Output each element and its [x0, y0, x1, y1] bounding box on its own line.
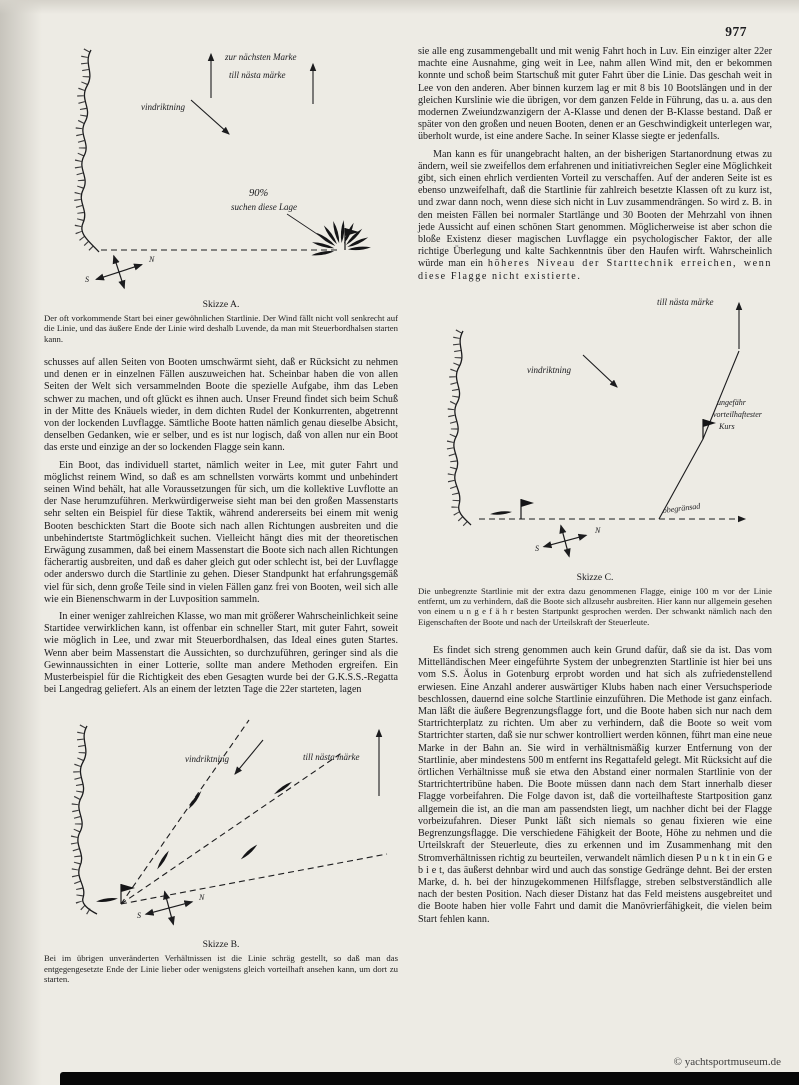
- paragraph: [418, 144, 772, 283]
- compass-south-label: S: [85, 275, 89, 284]
- paragraph: Es findet sich streng genommen auch kein Grund dafür, daß sie da ist. Das vom Mittelländischen Meer eingeführte System der unbegrenzten Startlinie ist hier bei uns vom S.S. Äolus in Gotenburg erprobt worden und hat sich als zufriedenstellend erwiesen. Eine Anzahl anderer auswärtiger Klubs haben nach einer Versuchsperiode beschlossen, dauernd eine solche Startlinie einzuführen. Die Methode ist ganz einfach. Man läßt die äußere Begrenzungsflagge fort, und die Boote haben sich nur nach dem Startrichterplatz zu richten. Um aber zu verhindern, daß die Boote so weit vom Startrichter starten, daß sie nur schwer kontrolliert werden können, führt man eine neue Marke in der Bahn an. Sie wird in verhältnismäßig kurzer Entfernung von der Startlinie, aber mindestens 500 m entfernt ins Regattafeld gelegt. Mit Rücksicht auf die örtlichen Verhältnisse muß sie etwa den Abstand einer normalen Startlinie von der Startrichtertribüne haben. Die Boote müssen dann nach dem Start innerhalb dieser Flagge vorbeifahren. Die Folge davon ist, daß die vorteilhafteste Startposition ganz allgemein die ist, an die man am passendsten liegt, um nachher dicht bei der Flagge vorbeizufahren. Dieser Punkt läßt sich niemals so genau fixieren wie eine Begrenzungsflagge. Die verschiedene Fähigkeit der Boote, Höhe zu nehmen und die Urteilskraft der Steuerleute, dies zu erkennen und im Zusammenhang mit den Stromverhältnissen richtig zu beurteilen, verwandelt nämlich diesen P u n k t in ein G e b i e t, das äußerst dehnbar wird und auch das sonstige Gedränge dehnt. Bei der ersten Marke, d. h. bei der hinzugekommenen Hilfsflagge, streben selbstverständlich alle nach der besten Position. Nach dieser Distanz hat das Feld meistens ausgebreitet und die Boote haben hier volle Fahrt und damit die Manövrierfähigkeit, die vielen beim Start fehlen kann.: [418, 645, 772, 925]
- compass-rose: [91, 248, 147, 295]
- sketch-c-drawing: [419, 291, 771, 569]
- paragraph: Ein Boot, das individuell startet, nämlich weiter in Lee, mit guter Fahrt und möglichst reinem Wind, so daß es am schnellsten vorwärts kommt und unbehindert seinen Wind behält, hat alle Voraussetzungen für sich, um die kollektive Luvflotte an der Nase herumzuführen. Merkwürdigerweise sieht man bei den großen Massenstarts sehr selten ein Beispiel für diese Taktik, während andererseits bei einem mit wenig Booten beschickten Start die Boote sich nach allen Richtungen ausbreiten und die unbehindertste Startmöglichkeit suchen. Vielleicht hängt dies mit der theoretischen Erwägung zusammen, daß bei einem Massenstart die Boote sich nach allen Richtungen fächerartig ausbreiten, und daß es daher gleich gut oder schlecht ist, bei der Luvflagge oder anderswo durch die Startlinie zu gehen. Dieser Standpunkt hat erfahrungsgemäß viel für sich, denn große Teile sind in vielen Fällen ganz frei von Booten, weil sich alle wie ein Bienenschwarm in der Luvposition sammeln.: [44, 459, 398, 605]
- label-wind-direction: vindriktning: [141, 102, 185, 112]
- compass-north-label: N: [199, 893, 205, 903]
- paragraph: In einer weniger zahlreichen Klasse, wo man mit größerer Wahrscheinlichkeit seine Startidee verwirklichen kann, ist offenbar ein schneller Start, mit guter Fahrt, soweit wie möglich in Lee, und zwar mit Steuerbordhalsen, das Ideal eines guten Startes. Wenn aber beim Massenstart die Aussichten, so durchzuführen, geringer sind als die Gewinnaussichten in einer Lotterie, sollte man andere Methoden ergreifen. Ein Musterbeispiel für die Richtigkeit des eben Gesagten wurde bei der G.K.S.S.-Regatta bei Langedrag geliefert. Als an einem der letzten Tage die 22er starteten, lagen: [44, 610, 398, 696]
- sketch-a-drawing: [45, 46, 397, 296]
- scan-edge-bar: [60, 1072, 799, 1085]
- course-flag-icon: [703, 419, 716, 439]
- label-course-3: Kurs: [719, 421, 735, 431]
- paragraph-text: Man kann es für unangebracht halten, an der bisherigen Startanordnung etwas zu ändern, weil sie zweifellos dem erfahrenen und initiativreichen Segler eine Möglichkeit gibt, sich einen ehrlich verdienten Vorteil zu verschaffen. Auf der anderen Seite ist es ebenso unzweifelhaft, daß die Startlinie für zahlreich besetzte Klassen oft zu kurz ist, und zwar dann noch, wenn diese sich nicht in Luv zusammendrängen. So wird z. B. in den meisten Fällen bei normaler Startlänge und 30 Booten der Mehrzahl von ihnen jede Aussicht auf einen schönen Start genommen. Möglicherweise ist aber schon die bloße Existenz dieser magischen Luvflagge ein psychologischer Faktor, der alle richtige Überlegung und kalte Sachkenntnis über den Haufen wirft. Wahrscheinlich würde man ein: [418, 148, 772, 270]
- label-next-mark-sv: till nästa märke: [303, 752, 360, 763]
- label-next-mark-sv: till nästa märke: [657, 296, 714, 307]
- paragraph: sie alle eng zusammengeballt und mit wenig Fahrt hoch in Luv. Ein einziger alter 22er machte eine Ausnahme, ging weit in Lee, nahm allen Wind mit, den er bekommen konnte und schoß beim Startschuß mit guter Fahrt über die Linie. Das geschah weit in Lee von den anderen. Aber binnen kurzem lag er mit 8 bis 10 Bootslängen und in der gleichen Kurslinie wie die übrigen, vor dem ganzen Felde in Führung, das u. a. aus den modernen Zweiundzwanzigern der A-Klasse und denen der B-Klasse bestand. Daß er später von den großen und neuen Booten, denen er an Geschwindigkeit unterlegen war, überholt wurde, ist eine andere Sache. In seiner Klasse siegte er jedenfalls.: [418, 46, 772, 143]
- coastline: [450, 331, 471, 525]
- compass-rose: [540, 520, 591, 562]
- letterspaced-text: höheres Niveau der Starttechnik erreichen, wenn diese Flagge nicht existierte.: [418, 258, 772, 282]
- left-column: [44, 46, 398, 984]
- compass-south-label: S: [137, 911, 141, 921]
- label-next-mark-sv: till nästa märke: [229, 70, 286, 80]
- coastline: [74, 726, 97, 914]
- start-flag-icon: [521, 499, 534, 519]
- wind-direction-arrow: [191, 100, 229, 134]
- sketch-c-caption: Die unbegrenzte Startlinie mit der extra dazu genommenen Flagge, einige 100 m vor der Linie entfernt, um zu verhindern, daß die Boote sich allzusehr ausbreiten. Hier kann nur allgemein gesehen von einem u n g e f ä h r besten Startpunkt gesprochen werden. Der schwankt nämlich nach den Eigenschaften der Boote und nach der Urteilskraft der Steuerleute.: [418, 585, 772, 627]
- course-line: [659, 351, 739, 519]
- label-wind-direction: vindriktning: [527, 364, 571, 375]
- boat: [490, 510, 512, 515]
- sketch-b-title: Skizze B.: [202, 939, 240, 951]
- compass-north-label: N: [149, 255, 155, 264]
- sketch-a-caption: Der oft vorkommende Start bei einer gewöhnlichen Startlinie. Der Wind fällt nicht voll senkrecht auf die Linie, und das äußere Ende der Linie wird deshalb Luvende, da man mit Steuerbordhalsen starten kann.: [44, 313, 398, 344]
- wind-direction-arrow: [583, 355, 617, 387]
- coastline: [77, 50, 99, 252]
- slanted-start-lines: [121, 720, 387, 904]
- watermark: © yachtsportmuseum.de: [673, 1056, 781, 1068]
- compass-south-label: S: [535, 543, 539, 553]
- compass-north-label: N: [595, 525, 601, 535]
- sketch-a-title: Skizze A.: [202, 299, 240, 310]
- paragraph: schusses auf allen Seiten von Booten umschwärmt sieht, daß er Rücksicht zu nehmen und denen er in einzelnen Fällen auszuweichen hat. Scheinbar haben die von allen Seiten der Welt sich versammelnden Boote die spezielle Aufgabe, ihm das Leben schwer zu machen, und oft glückt es ihnen auch. Unser Freund findet sich beim Schuß in der Mitte des Knäuels wieder, in dem dichten Rudel der Konkurrenten, abgetrennt von der lockenden Luvflagge. Sämtliche Boote hatten nämlich genau dieselbe Absicht, denselben Gedanken, wie er selber, und es ist nur logisch, daß von allen nur ein Boot das erste und einzige an der so lockenden Flagge sein kann.: [44, 356, 398, 454]
- label-course-2: vorteilhaftester: [713, 409, 762, 419]
- leader-line: [287, 214, 329, 242]
- right-column: [418, 46, 772, 926]
- label-percentage: 90%: [249, 188, 269, 199]
- sketch-b-drawing: [45, 704, 397, 936]
- boats: [96, 781, 293, 904]
- label-percentage-sub: suchen diese Lage: [231, 202, 297, 212]
- compass-rose: [141, 886, 196, 931]
- boat-fan: [311, 220, 371, 257]
- label-next-mark-de: zur nächsten Marke: [225, 52, 297, 62]
- left-column-text: [44, 357, 398, 696]
- wind-direction-arrow: [235, 740, 263, 774]
- sketch-c-title: Skizze C.: [576, 571, 614, 583]
- right-column-text-top: [418, 46, 772, 283]
- page-number: 977: [725, 24, 747, 39]
- sketch-b-caption: Bei im übrigen unveränderten Verhältnissen ist die Linie schräg gestellt, so daß man das entgegengesetzte Ende der Linie lieber oder wenigstens gleich vorteilhaft ansehen kann, um dort zu starten.: [44, 953, 398, 984]
- label-wind-direction: vindriktning: [185, 754, 229, 765]
- label-course-1: ungefähr: [717, 397, 746, 407]
- label-unbounded: obegränsad: [662, 501, 701, 515]
- right-column-text-bottom: [418, 640, 772, 926]
